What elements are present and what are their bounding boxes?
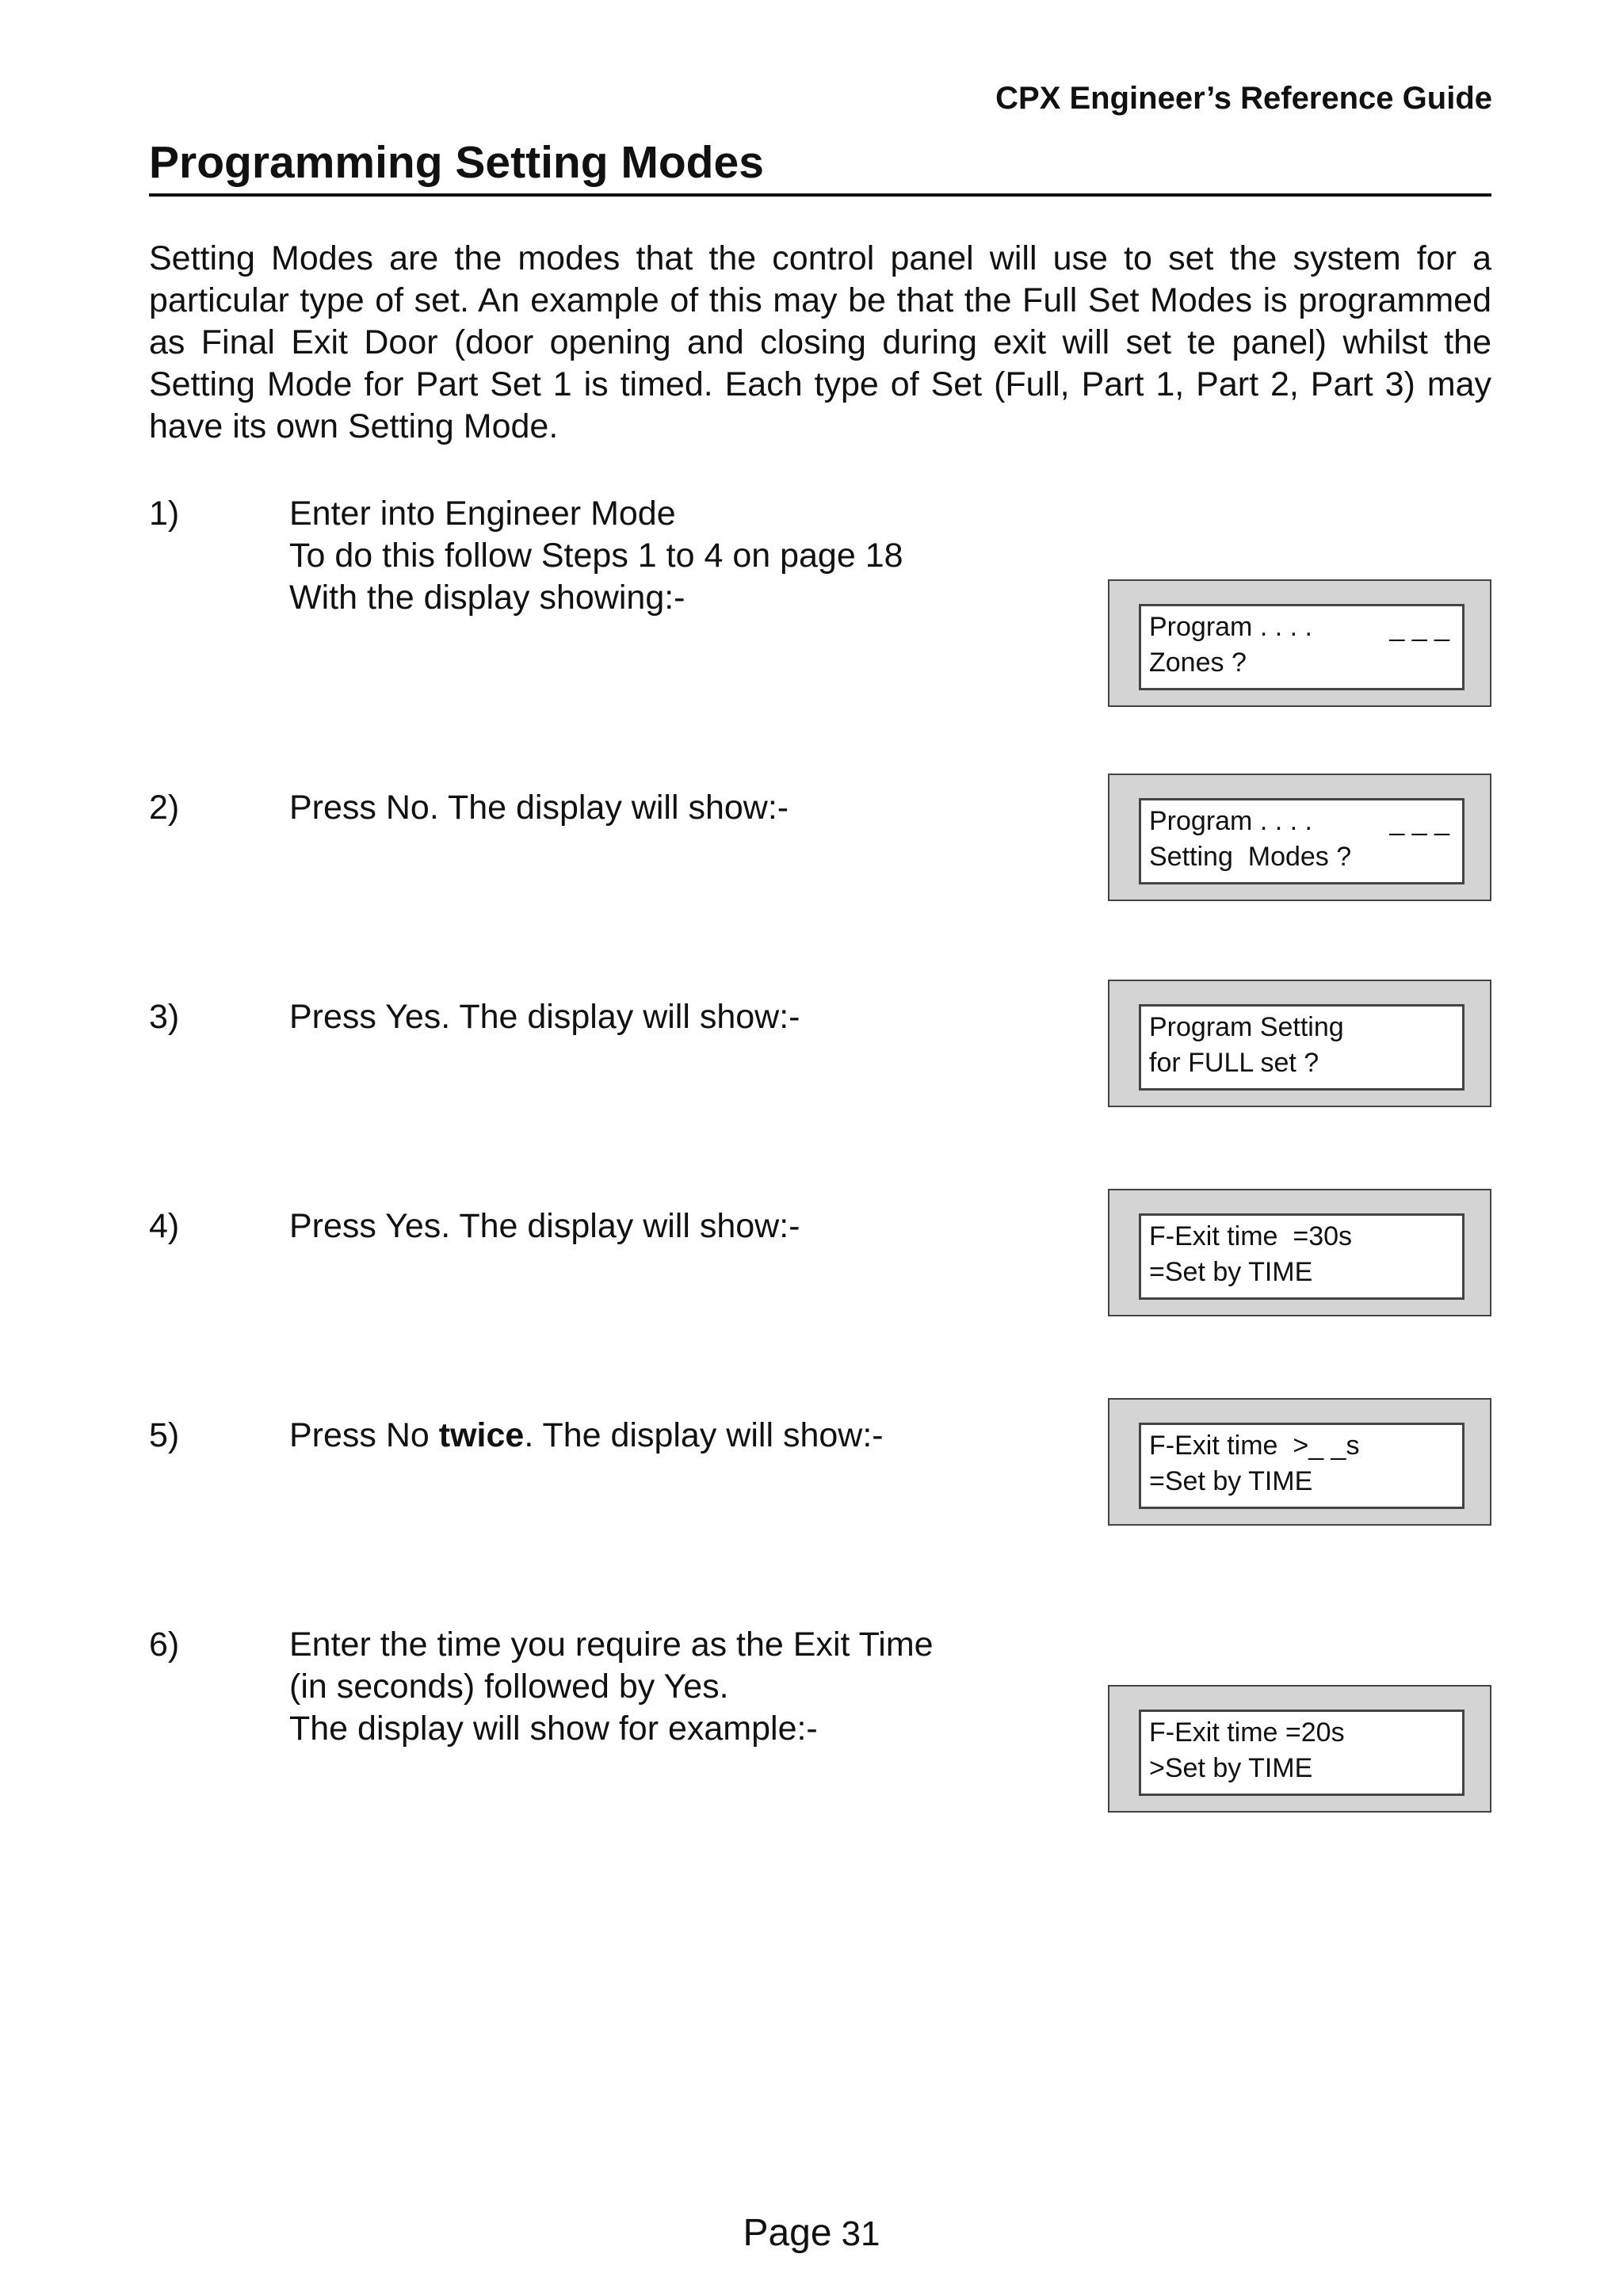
step-line: To do this follow Steps 1 to 4 on page 18: [289, 537, 903, 575]
step-line: Press Yes. The display will show:-: [289, 998, 800, 1036]
step-number: 6): [149, 1626, 180, 1664]
intro-paragraph: Setting Modes are the modes that the control panel will use to set the system for a particular type of set. An example of this may be that the Full Set Modes is programmed as Final Exit Door (door opening and closing during exit will set te panel) whilst the Setting Mode for Part Set 1 is timed. Each type of Set (Full, Part 1, Part 2, Part 3) may have its own Setting Mode.: [149, 239, 1491, 445]
title-underline: [149, 193, 1491, 197]
step-instruction: [289, 787, 789, 829]
lcd-screen: [1139, 798, 1465, 884]
step-instruction: [289, 996, 800, 1038]
display-line-2: Setting Modes ?: [1149, 842, 1352, 872]
step-text-part: . The display will show:-: [524, 1416, 884, 1454]
display-line-2: >Set by TIME: [1149, 1753, 1313, 1783]
lcd-screen: [1139, 1423, 1465, 1509]
step-line: (in seconds) followed by Yes.: [289, 1668, 729, 1706]
step-instruction: [289, 1205, 800, 1247]
step-number: 1): [149, 495, 180, 533]
page-number: 31: [841, 2214, 880, 2253]
lcd-screen: [1139, 1213, 1465, 1300]
keypad-display: [1108, 1685, 1491, 1813]
step-text-emphasis: twice: [438, 1416, 525, 1454]
step-instruction: [289, 1624, 934, 1750]
lcd-screen: [1139, 604, 1465, 690]
step-line: Press Yes. The display will show:-: [289, 1207, 800, 1245]
keypad-display: [1108, 1189, 1491, 1316]
step-line: Enter into Engineer Mode: [289, 495, 676, 533]
display-line-1: Program . . . .: [1149, 612, 1312, 642]
step-instruction: [289, 1415, 884, 1457]
keypad-display: [1108, 579, 1491, 707]
step-number: 2): [149, 789, 180, 827]
step-text-part: Press No: [289, 1416, 439, 1454]
page-label: Page: [743, 2212, 832, 2254]
lcd-screen: [1139, 1710, 1465, 1796]
step-number: 5): [149, 1416, 180, 1454]
step-line: [289, 1415, 884, 1457]
page-title: Programming Setting Modes: [149, 137, 764, 188]
display-cursor: _ _ _: [1389, 612, 1449, 642]
page-footer: [0, 2211, 1623, 2255]
display-line-1: Program . . . .: [1149, 806, 1312, 836]
lcd-screen: [1139, 1004, 1465, 1091]
display-line-1: F-Exit time =30s: [1149, 1221, 1353, 1251]
step-line: With the display showing:-: [289, 579, 685, 617]
display-line-2: for FULL set ?: [1149, 1048, 1319, 1078]
step-line: Enter the time you require as the Exit Time: [289, 1626, 934, 1664]
step-number: 4): [149, 1207, 180, 1245]
keypad-display: [1108, 774, 1491, 901]
display-line-2: =Set by TIME: [1149, 1466, 1313, 1496]
display-line-1: Program Setting: [1149, 1012, 1344, 1042]
step-number: 3): [149, 998, 180, 1036]
document-header: CPX Engineer’s Reference Guide: [995, 81, 1492, 116]
step-line: The display will show for example:-: [289, 1710, 818, 1748]
display-line-2: Zones ?: [1149, 648, 1247, 678]
step-line: Press No. The display will show:-: [289, 789, 789, 827]
step-instruction: [289, 493, 903, 619]
keypad-display: [1108, 1398, 1491, 1526]
display-line-2: =Set by TIME: [1149, 1257, 1313, 1287]
display-line-1: F-Exit time =20s: [1149, 1717, 1345, 1748]
keypad-display: [1108, 980, 1491, 1107]
display-line-1: F-Exit time >_ _s: [1149, 1431, 1360, 1461]
display-cursor: _ _ _: [1389, 806, 1449, 836]
